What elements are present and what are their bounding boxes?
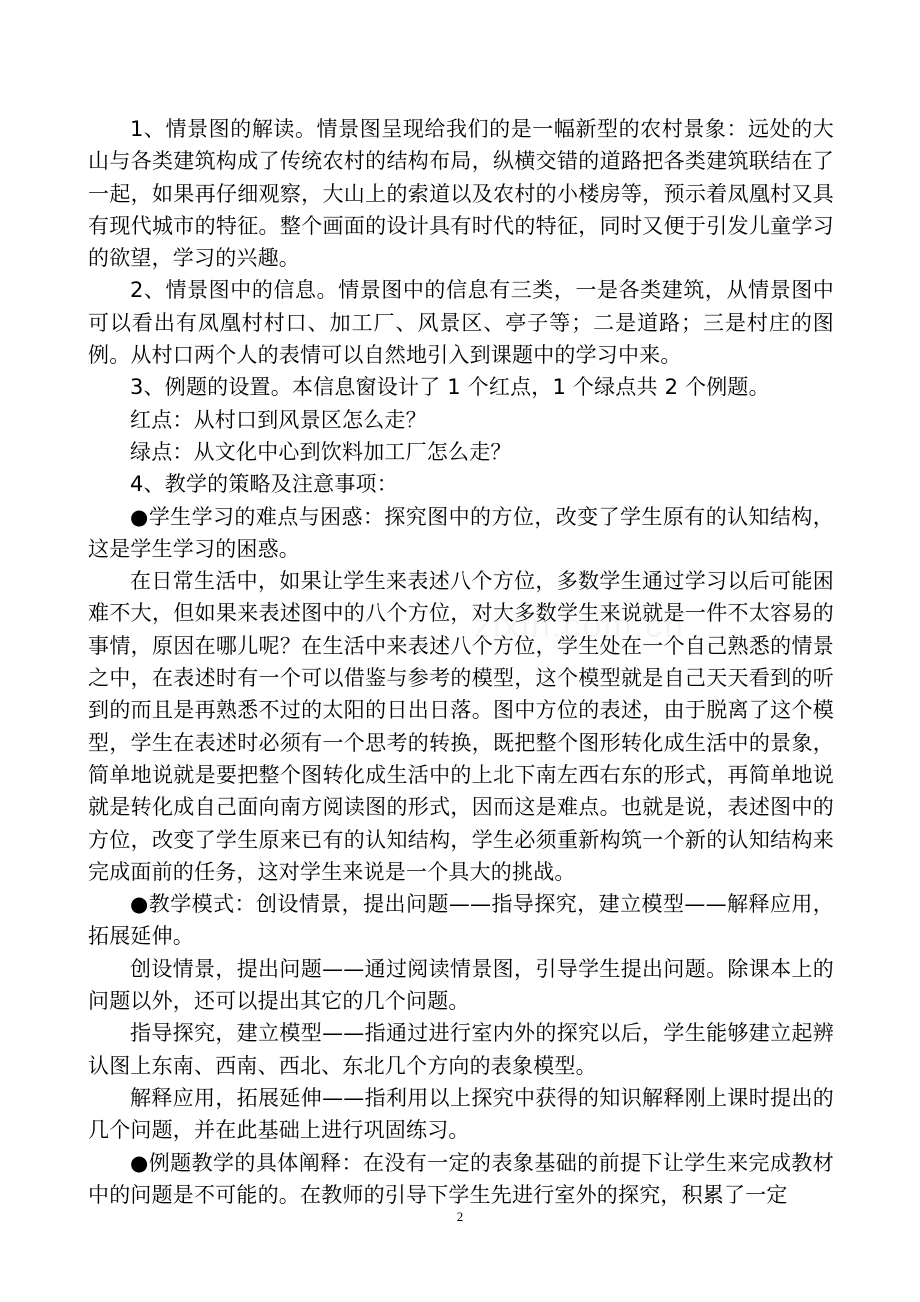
- paragraph-13: ●例题教学的具体阐释：在没有一定的表象基础的前提下让学生来完成教材中的问题是不可能的。在教师的引导下学生先进行室外的探究，积累了一定: [88, 1150, 834, 1207]
- paragraph-3: 3、例题的设置。本信息窗设计了 1 个红点，1 个绿点共 2 个例题。: [130, 375, 770, 400]
- paragraph-1: 1、情景图的解读。情景图呈现给我们的是一幅新型的农村景象：远处的大山与各类建筑构成了传统农村的结构布局，纵横交错的道路把各类建筑联结在了一起，如果再仔细观察，大山上的索道以及农村的小楼房等，预示着凤凰村又具有现代城市的特征。整个画面的设计具有时代的特征，同时又便于引发儿童学习的欲望，学习的兴趣。: [88, 117, 834, 271]
- page-number: 2: [456, 1209, 464, 1224]
- paragraph-10: 创设情景，提出问题——通过阅读情景图，引导学生提出问题。除课本上的问题以外，还可以提出其它的几个问题。: [88, 956, 834, 1014]
- paragraph-4: 红点：从村口到风景区怎么走？: [130, 407, 427, 432]
- paragraph-9: ●教学模式：创设情景，提出问题——指导探究，建立模型——解释应用，拓展延伸。: [88, 892, 834, 949]
- paragraph-5: 绿点：从文化中心到饮料加工厂怎么走？: [130, 439, 512, 464]
- paragraph-8: 在日常生活中，如果让学生来表述八个方位，多数学生通过学习以后可能困难不大，但如果来表述图中的八个方位，对大多数学生来说就是一件不太容易的事情，原因在哪儿呢？在生活中来表述八个方位，学生处在一个自己熟悉的情景之中，在表述时有一个可以借鉴与参考的模型，这个模型就是自己天天看到的听到的而且是再熟悉不过的太阳的日出日落。图中方位的表述，由于脱离了这个模型，学生在表述时必须有一个思考的转换，既把整个图形转化成生活中的景象，简单地说就是要把整个图转化成生活中的上北下南左西右东的形式，再简单地说就是转化成自己面向南方阅读图的形式，因而这是难点。也就是说，表述图中的方位，改变了学生原来已有的认知结构，学生必须重新构筑一个新的认知结构来完成面前的任务，这对学生来说是一个具大的挑战。: [88, 569, 834, 884]
- paragraph-12: 解释应用，拓展延伸——指利用以上探究中获得的知识解释刚上课时提出的几个问题，并在此基础上进行巩固练习。: [88, 1085, 834, 1143]
- paragraph-2: 2、情景图中的信息。情景图中的信息有三类，一是各类建筑，从情景图中可以看出有凤凰村村口、加工厂、风景区、亭子等；二是道路；三是村庄的图例。从村口两个人的表情可以自然地引入到课题中的学习中来。: [88, 278, 834, 368]
- body-text: [88, 113, 834, 1211]
- paragraph-11: 指导探究，建立模型——指通过进行室内外的探究以后，学生能够建立起辨认图上东南、西南、西北、东北几个方向的表象模型。: [88, 1021, 834, 1078]
- paragraph-6: 4、教学的策略及注意事项：: [130, 472, 398, 497]
- paragraph-7: ●学生学习的难点与困惑：探究图中的方位，改变了学生原有的认知结构，这是学生学习的困惑。: [88, 504, 834, 561]
